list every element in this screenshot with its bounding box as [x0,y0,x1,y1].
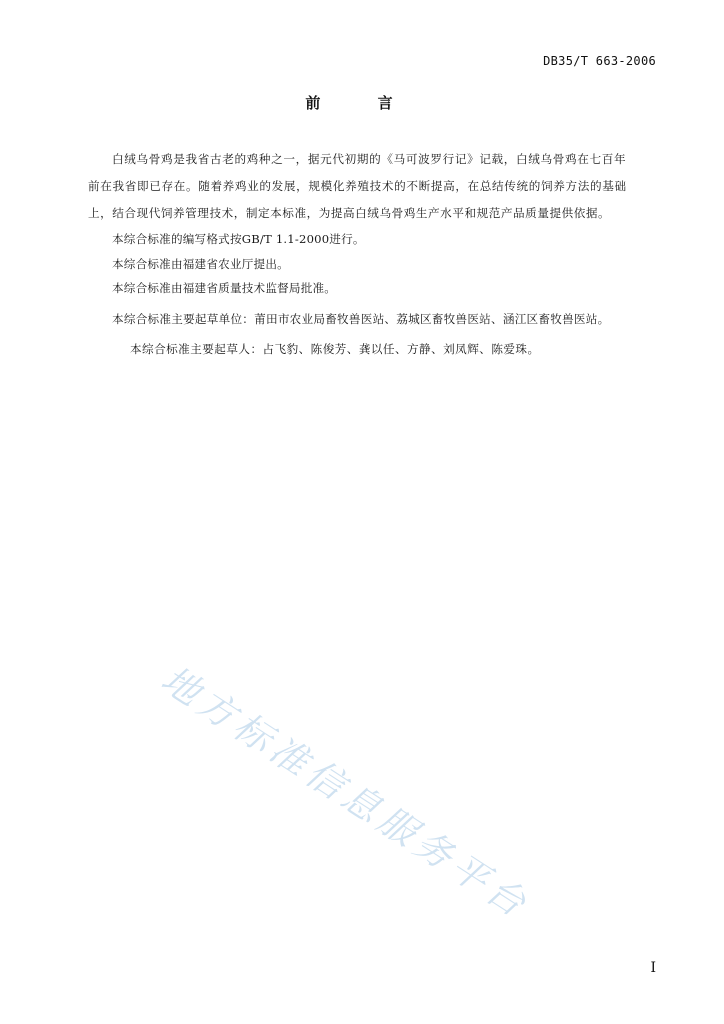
page-number: I [650,960,656,976]
watermark: 地方标准信息服务平台 [153,657,538,928]
foreword-paragraph-format: 本综合标准的编写格式按GB/T 1.1-2000进行。 [112,232,365,246]
foreword-paragraph-approver: 本综合标准由福建省质量技术监督局批准。 [112,281,337,295]
section-title: 前 言 [305,94,419,112]
foreword-paragraph-1-line-3: 上，结合现代饲养管理技术，制定本标准，为提高白绒乌骨鸡生产水平和规范产品质量提供依据。 [88,206,611,220]
foreword-paragraph-drafting-units: 本综合标准主要起草单位：莆田市农业局畜牧兽医站、荔城区畜牧兽医站、涵江区畜牧兽医站。 [112,312,610,326]
foreword-paragraph-proposer: 本综合标准由福建省农业厅提出。 [112,257,289,271]
foreword-paragraph-1-line-1: 白绒乌骨鸡是我省古老的鸡种之一，据元代初期的《马可波罗行记》记载，白绒乌骨鸡在七百年 [112,152,627,166]
standard-code: DB35/T 663-2006 [543,54,656,68]
foreword-paragraph-1-line-2: 前在我省即已存在。随着养鸡业的发展，规模化养殖技术的不断提高，在总结传统的饲养方法的基础 [88,179,627,193]
foreword-paragraph-drafters: 本综合标准主要起草人：占飞豹、陈俊芳、龚以任、方静、刘凤辉、陈爱珠。 [130,342,540,356]
